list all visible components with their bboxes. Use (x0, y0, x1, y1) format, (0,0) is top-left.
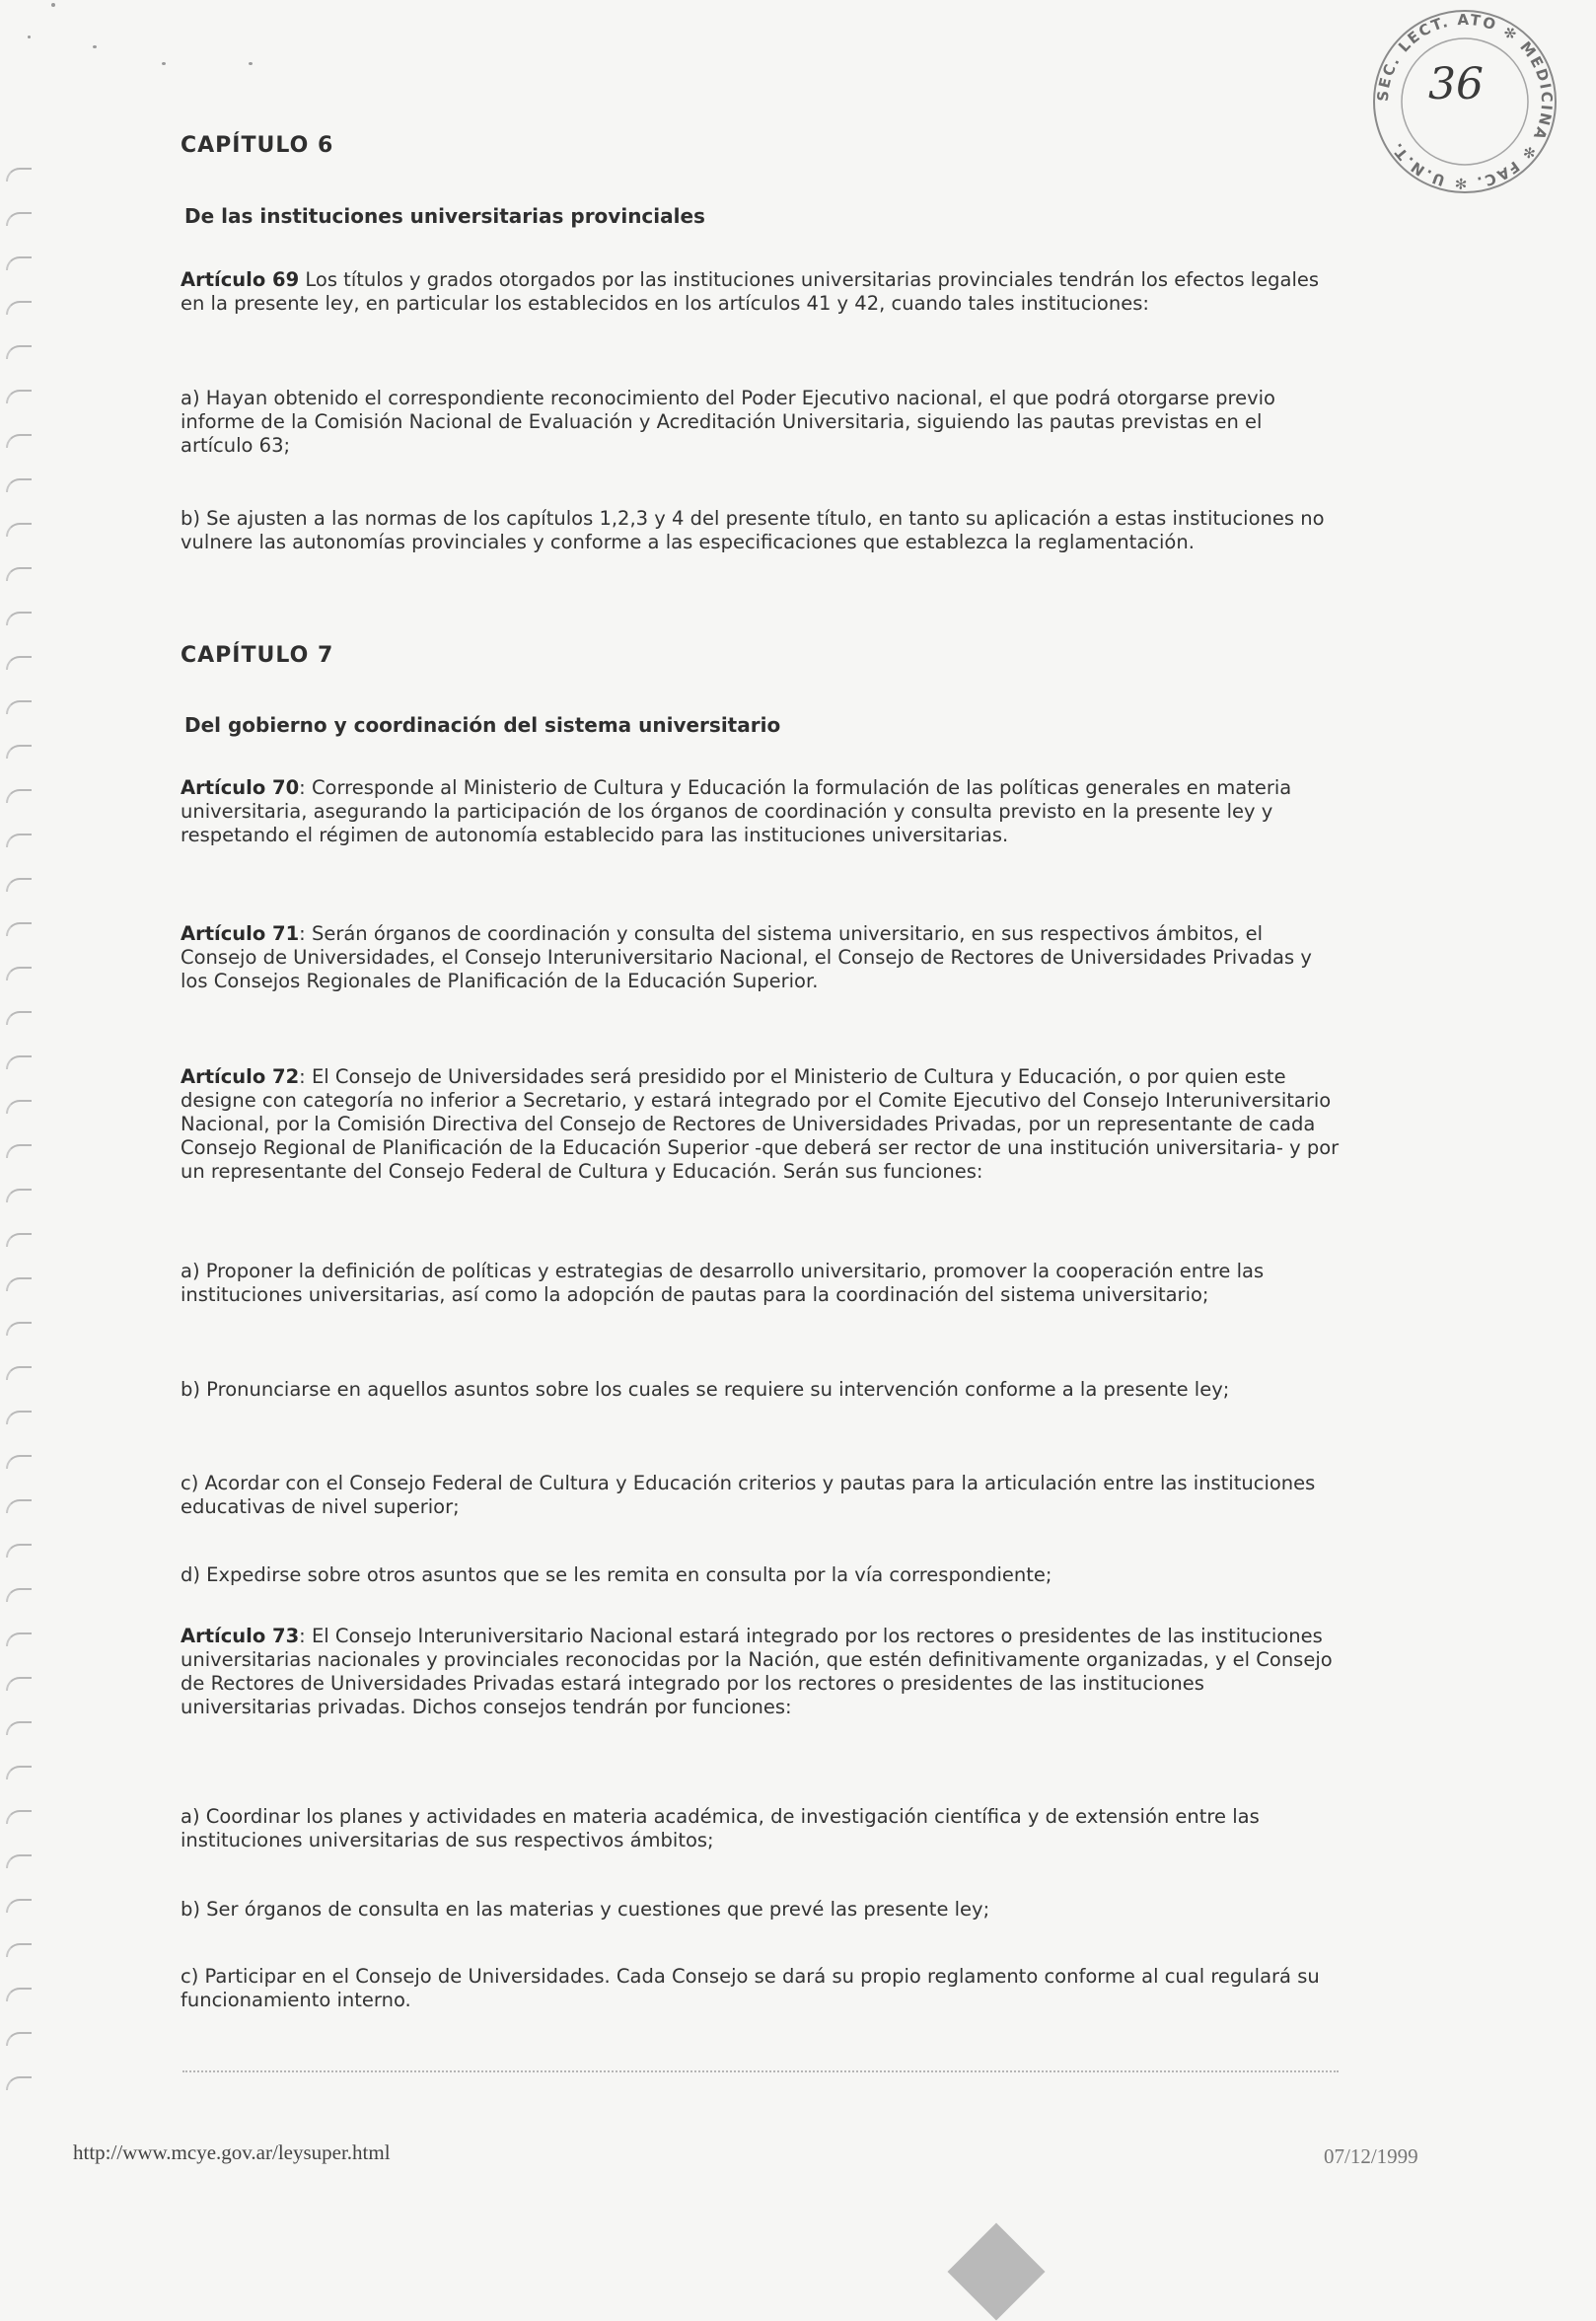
binder-hole-mark (6, 212, 32, 226)
binder-hole-mark (6, 1499, 32, 1513)
scan-speck (249, 62, 253, 65)
binder-hole-mark (6, 1233, 32, 1247)
article-70 (181, 776, 1340, 847)
stamp-handwritten-number: 36 (1428, 59, 1484, 109)
page-divider (182, 2070, 1339, 2072)
binder-hole-mark (6, 1766, 32, 1779)
binder-hole-mark (6, 478, 32, 492)
binder-hole-mark (6, 878, 32, 892)
stamp-ring-text: SEC. LECT. ATO ✻ MEDICINA ✻ FAC. ✻ U.N.T. (1373, 10, 1557, 193)
article-72-item-c: c) Acordar con el Consejo Federal de Cultura y Educación criterios y pautas para la articulación entre las instituciones educativas de nivel superior; (181, 1472, 1316, 1518)
binder-hole-mark (6, 1588, 32, 1602)
binder-hole-mark (6, 2076, 32, 2090)
binder-hole-mark (6, 1411, 32, 1424)
chapter-7-heading: CAPÍTULO 7 (181, 643, 334, 668)
binder-hole-mark (6, 834, 32, 847)
chapter-7-subtitle: Del gobierno y coordinación del sistema universitario (184, 713, 781, 737)
binder-hole-mark (6, 612, 32, 625)
binder-hole-mark (6, 922, 32, 936)
binder-hole-mark (6, 1189, 32, 1202)
article-69-text: Los títulos y grados otorgados por las instituciones universitarias provinciales tendrán los efectos legales en la presente ley, en particular los establecidos en los artículos 41 y 42, cuando tales instituciones: (181, 268, 1320, 315)
article-73-item-c: c) Participar en el Consejo de Universidades. Cada Consejo se dará su propio reglamento conforme al cual regulará su funcionamiento interno. (181, 1965, 1320, 2011)
footer-url: http://www.mcye.gov.ar/leysuper.html (73, 2140, 391, 2164)
binder-hole-mark (6, 1943, 32, 1957)
binder-hole-mark (6, 1100, 32, 1114)
article-73-text: : El Consejo Interuniversitario Nacional estará integrado por los rectores o presidentes de las instituciones universitarias nacionales y provinciales reconocidas por la Nación, que estén definitivamente organizadas, y el Consejo de Rectores de Universidades Privadas estará integrado por los rectores o presidentes de las instituciones universitarias privadas. Dichos consejos tendrán por funciones: (181, 1625, 1333, 1718)
article-69-item-a: a) Hayan obtenido el correspondiente reconocimiento del Poder Ejecutivo nacional, el que podrá otorgarse previo informe de la Comisión Nacional de Evaluación y Acreditación Universitaria, siguiendo las pautas previstas en el artículo 63; (181, 387, 1275, 457)
binder-hole-mark (6, 1810, 32, 1824)
article-69-item-b: b) Se ajusten a las normas de los capítulos 1,2,3 y 4 del presente título, en tanto su aplicación a estas instituciones no vulnere las autonomías provinciales y conforme a las especificaciones que establezca la reglamentación. (181, 507, 1325, 553)
binder-hole-mark (6, 1277, 32, 1291)
binder-hole-mark (6, 1632, 32, 1646)
scan-speck (28, 36, 31, 38)
binder-hole-mark (6, 1854, 32, 1868)
binder-hole-mark (6, 301, 32, 315)
binder-hole-mark (6, 789, 32, 803)
article-72-item-d: d) Expedirse sobre otros asuntos que se les remita en consulta por la vía correspondiente; (181, 1563, 1052, 1586)
binder-hole-mark (6, 1366, 32, 1380)
binder-hole-mark (6, 256, 32, 270)
binder-hole-mark (6, 567, 32, 581)
article-71-text: : Serán órganos de coordinación y consulta del sistema universitario, en sus respectivos ámbitos, el Consejo de Universidades, el Consejo Interuniversitario Nacional, el Consejo de Rectores de Universidades Privadas y los Consejos Regionales de Planificación de la Educación Superior. (181, 922, 1312, 992)
binder-hole-mark (6, 1899, 32, 1913)
article-72-text: : El Consejo de Universidades será presidido por el Ministerio de Cultura y Educación, o por quien este designe con categoría no inferior a Secretario, y estará integrado por el Comite Ejecutivo del Consejo Interuniversitario Nacional, por la Comisión Directiva del Consejo de Rectores de Universidades Privadas, por un representante de cada Consejo Regional de Planificación de la Educación Superior -que deberá ser rector de una institución universitaria- y por un representante del Consejo Federal de Cultura y Educación. Serán sus funciones: (181, 1065, 1340, 1183)
binder-marks (6, 168, 36, 2140)
binder-hole-mark (6, 2032, 32, 2046)
scan-speck (93, 45, 97, 48)
binder-hole-mark (6, 1677, 32, 1691)
chapter-6-subtitle: De las instituciones universitarias provinciales (184, 204, 705, 228)
article-73-label: Artículo 73 (181, 1625, 300, 1647)
binder-hole-mark (6, 1455, 32, 1469)
article-72-item-a: a) Proponer la definición de políticas y estrategias de desarrollo universitario, promover la cooperación entre las instituciones universitarias, así como la adopción de pautas para la coordinación del sistema universitario; (181, 1260, 1265, 1306)
article-72 (181, 1065, 1340, 1184)
footer-date: 07/12/1999 (1324, 2144, 1418, 2168)
binder-hole-mark (6, 1544, 32, 1558)
article-73-item-b: b) Ser órganos de consulta en las materias y cuestiones que prevé las presente ley; (181, 1898, 990, 1921)
scan-speck (51, 3, 55, 7)
binder-hole-mark (6, 168, 32, 181)
scan-corner-mark (948, 2223, 1046, 2321)
article-71 (181, 922, 1340, 993)
binder-hole-mark (6, 656, 32, 670)
binder-hole-mark (6, 1988, 32, 2001)
article-71-label: Artículo 71 (181, 922, 300, 945)
binder-hole-mark (6, 1055, 32, 1069)
article-70-text: : Corresponde al Ministerio de Cultura y Educación la formulación de las políticas generales en materia universitaria, asegurando la participación de los órganos de coordinación y consulta previsto en la presente ley y respetando el régimen de autonomía establecido para las instituciones universitarias. (181, 776, 1292, 846)
article-72-label: Artículo 72 (181, 1065, 300, 1088)
chapter-6-heading: CAPÍTULO 6 (181, 133, 334, 158)
binder-hole-mark (6, 390, 32, 403)
article-69-label: Artículo 69 (181, 268, 300, 291)
binder-hole-mark (6, 434, 32, 448)
article-70-label: Artículo 70 (181, 776, 300, 799)
binder-hole-mark (6, 700, 32, 714)
binder-hole-mark (6, 1011, 32, 1025)
binder-hole-mark (6, 1322, 32, 1336)
binder-hole-mark (6, 1721, 32, 1735)
article-69 (181, 268, 1340, 316)
binder-hole-mark (6, 967, 32, 980)
binder-hole-mark (6, 1144, 32, 1158)
binder-hole-mark (6, 345, 32, 359)
scan-speck (162, 62, 166, 65)
binder-hole-mark (6, 523, 32, 537)
binder-hole-mark (6, 745, 32, 759)
article-73-item-a: a) Coordinar los planes y actividades en materia académica, de investigación científica y de extensión entre las instituciones universitarias de sus respectivos ámbitos; (181, 1805, 1260, 1851)
article-72-item-b: b) Pronunciarse en aquellos asuntos sobre los cuales se requiere su intervención conforme a la presente ley; (181, 1378, 1230, 1401)
article-73 (181, 1625, 1340, 1719)
